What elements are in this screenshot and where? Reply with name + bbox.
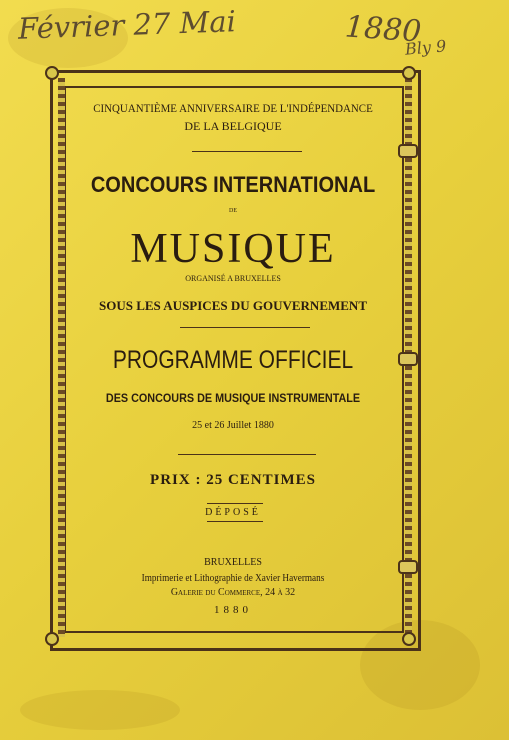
price-label: PRIX : 25 CENTIMES: [150, 472, 316, 488]
handwritten-year: 1880: [343, 9, 423, 50]
book-clasp-ornament: [398, 560, 418, 574]
anniversary-line-1: CINQUANTIÈME ANNIVERSAIRE DE L'INDÉPENDANCE: [93, 101, 373, 115]
printer-credit: Imprimerie et Lithographie de Xavier Havermans: [141, 573, 325, 584]
publication-year: 1880: [214, 604, 252, 616]
anniversary-line-2: DE LA BELGIQUE: [184, 119, 282, 133]
ornamental-rule: [180, 327, 310, 328]
frame-corner-ornament: [45, 66, 59, 80]
ornamental-rule: [192, 151, 302, 152]
programme-dates: 25 et 26 Juillet 1880: [192, 420, 274, 431]
ornamental-rule: [207, 521, 263, 522]
decorative-left-band: [58, 78, 65, 637]
publication-city: BRUXELLES: [204, 557, 262, 568]
cover-title-line-2: MUSIQUE: [130, 226, 336, 272]
programme-title: PROGRAMME OFFICIEL: [112, 346, 354, 374]
deposit-mark: DÉPOSÉ: [205, 507, 261, 518]
programme-subtitle: DES CONCOURS DE MUSIQUE INSTRUMENTALE: [105, 391, 361, 405]
cover-title-line-1: CONCOURS INTERNATIONAL: [90, 172, 376, 197]
ornamental-rule: [178, 454, 316, 455]
frame-corner-ornament: [402, 632, 416, 646]
book-clasp-ornament: [398, 144, 418, 158]
cover-title-de: DE: [229, 208, 237, 214]
handwritten-corner-note: Bly 9: [404, 36, 447, 59]
book-clasp-ornament: [398, 352, 418, 366]
frame-corner-ornament: [45, 632, 59, 646]
gallery-address: Galerie du Commerce, 24 à 32: [170, 587, 296, 598]
paper-stain: [20, 690, 180, 730]
handwritten-top-note: Février 27 Mai: [17, 4, 237, 46]
frame-corner-ornament: [402, 66, 416, 80]
government-sponsor: SOUS LES AUSPICES DU GOUVERNEMENT: [98, 298, 367, 313]
organization-note: ORGANISÉ A BRUXELLES: [185, 274, 281, 283]
ornamental-rule: [207, 503, 263, 504]
